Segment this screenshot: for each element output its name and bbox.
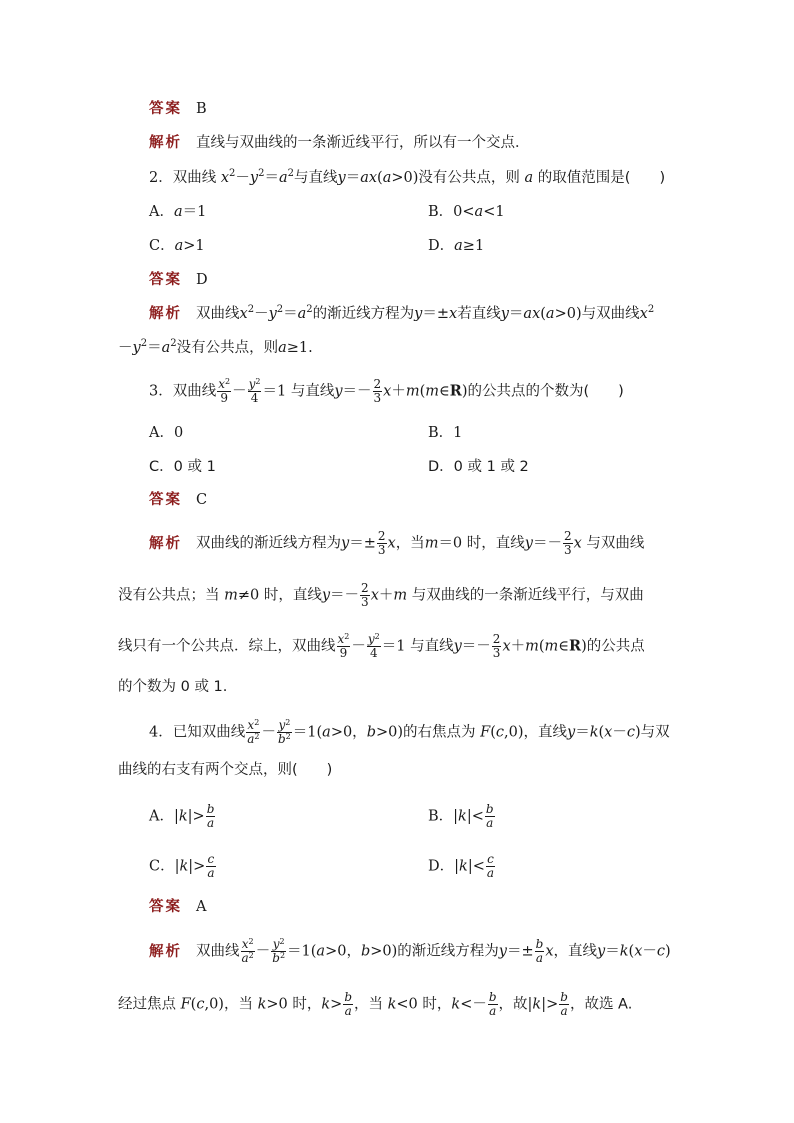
fraction: $\frac{y^2}{b^2}$	[272, 937, 286, 965]
q3-analysis-text: 与直线	[410, 638, 454, 655]
q4-option-a[interactable]: A．|k|> $\frac{b}{a}$	[149, 802, 215, 830]
q4-option-c[interactable]: C．|k|> $\frac{c}{a}$	[149, 852, 215, 880]
q3-option-b[interactable]: B．1	[428, 425, 463, 441]
q2-option-b[interactable]: B．0<a<1	[428, 204, 505, 220]
q4-stem-text: 与双	[640, 724, 670, 741]
q3-analysis-row4	[118, 677, 227, 697]
q4-analysis-text: 时，	[292, 996, 322, 1013]
option-letter: B．0<	[428, 204, 475, 220]
analysis-label: 解析	[149, 306, 182, 322]
fraction: $\frac{2}{3}$	[492, 632, 501, 660]
option-text: <1	[483, 204, 505, 220]
q2-stem-text: 没有公共点，则	[418, 170, 520, 186]
q4-option-b[interactable]: B．|k|< $\frac{b}{a}$	[428, 802, 494, 830]
answer-label: 答案	[149, 492, 182, 508]
fraction: $\frac{2}{3}$	[361, 581, 369, 609]
analysis-label: 解析	[149, 535, 182, 552]
option-text: ≥1	[462, 238, 485, 254]
q4-stem-text: 曲线的右支有两个交点，则( )	[118, 762, 333, 778]
option-text: C．0 或 1	[149, 459, 216, 475]
q2-analysis-text: 的渐近线方程为	[312, 306, 415, 322]
q4-analysis-row2: 经过焦点 F(c,0)，当 k>0 时，k> $\frac{b}{a}$ ，当 k<0 时，k<－ $\frac{b}{a}$ ，故|k|> $\frac{b}{a}$ ，故选 A.	[118, 990, 633, 1018]
q1-analysis-text: 直线与双曲线的一条渐近线平行，所以有一个交点．	[196, 135, 530, 151]
answer-label: 答案	[149, 101, 182, 117]
q3-analysis-row2: 没有公共点；当 m≠0 时，直线y＝－ $\frac{2}{3}$ x＋m 与双曲线的一条渐近线平行，与双曲	[118, 581, 644, 609]
q1-answer-value: B	[196, 101, 207, 117]
fraction: $\frac{b}{a}$	[206, 802, 215, 830]
option-letter: C．	[149, 858, 175, 875]
q3-answer-value: C	[196, 492, 208, 508]
q4-option-d[interactable]: D．|k|< $\frac{c}{a}$	[428, 852, 495, 880]
q3-analysis-text: 没有公共点；当	[118, 587, 220, 604]
q3-number: 3．	[149, 383, 173, 400]
fraction: $\frac{b}{a}$	[488, 990, 497, 1018]
q4-stem-row2	[118, 760, 332, 780]
fraction: $\frac{x^2}{a^2}$	[247, 718, 260, 746]
q1-analysis-row	[149, 133, 530, 153]
answer-label: 答案	[149, 899, 182, 915]
q4-analysis-text: ，故	[498, 996, 528, 1013]
q2-stem-text: 双曲线	[172, 170, 217, 186]
q3-stem-text: 与直线	[290, 383, 335, 400]
q3-analysis-text: 与双曲线	[586, 535, 645, 552]
fraction: $\frac{x^2}{9}$	[337, 632, 350, 660]
q2-analysis-text: 若直线	[457, 306, 501, 322]
q2-option-a[interactable]: A．a＝1	[149, 204, 207, 220]
fraction: $\frac{2}{3}$	[373, 377, 382, 405]
q3-analysis-text: ，当	[395, 535, 425, 552]
q3-option-d[interactable]	[428, 457, 529, 477]
q2-analysis-text: 双曲线	[196, 306, 240, 322]
q4-analysis-text: ，直线	[553, 943, 598, 960]
q3-analysis-text: 时，直线	[263, 587, 322, 604]
fraction: $\frac{x^2}{9}$	[218, 377, 231, 405]
q2-option-d[interactable]: D．a≥1	[428, 238, 485, 254]
q2-answer-row	[149, 270, 208, 290]
option-letter: A．	[149, 808, 174, 825]
option-text: >1	[183, 238, 205, 254]
fraction: $\frac{y^2}{b^2}$	[277, 718, 291, 746]
fraction: $\frac{b}{a}$	[560, 990, 568, 1018]
q4-answer-row	[149, 897, 206, 917]
q3-option-a[interactable]: A．0	[149, 425, 184, 441]
option-letter: B．	[428, 808, 454, 825]
q1-answer-row	[149, 99, 207, 119]
fraction: $\frac{b}{a}$	[344, 990, 352, 1018]
q3-analysis-row3: 线只有一个公共点．综上，双曲线 $\frac{x^2}{9}$ － $\frac{y^2}{4}$ ＝1 与直线y＝－ $\frac{2}{3}$ x＋m(m∈R)的公共点	[118, 632, 645, 660]
q2-stem-text: 与直线	[294, 170, 338, 186]
q2-analysis-text: 没有公共点，则	[176, 340, 279, 356]
q4-analysis-text: ，当	[223, 996, 253, 1013]
q3-analysis-text: 时，直线	[466, 535, 525, 552]
q2-answer-value: D	[196, 272, 208, 288]
q4-analysis-text: 的渐近线方程为	[397, 943, 499, 960]
q3-option-c[interactable]	[149, 457, 216, 477]
q4-stem: 4．已知双曲线 $\frac{x^2}{a^2}$ － $\frac{y^2}{b^2}$ ＝1(a>0，b>0)的右焦点为 F(c,0)，直线y＝k(x－c)与双	[149, 718, 670, 746]
q4-analysis-text: 双曲线	[196, 943, 240, 960]
q3-stem-text: 的公共点的个数为( )	[467, 383, 624, 400]
q3-analysis-text: 与双曲线的一条渐近线平行，与双曲	[411, 587, 644, 604]
option-letter: D．	[428, 238, 455, 254]
q4-stem-text: 的右焦点为	[403, 724, 476, 741]
fraction: $\frac{c}{a}$	[486, 852, 495, 880]
q2-analysis-row1: 解析 双曲线$x^2-y^2=a^2$的渐近线方程为y＝±x若直线y＝ax(a>0)与双曲线$x^2$	[149, 304, 655, 322]
fraction: $\frac{c}{a}$	[207, 852, 215, 880]
q4-analysis-text: ，当	[354, 996, 383, 1013]
q3-stem-text: 双曲线	[172, 383, 217, 400]
q2-analysis-row2: $-y^2=a^2$没有公共点，则a≥1.	[118, 338, 313, 356]
fraction: $\frac{2}{3}$	[377, 529, 386, 557]
q3-analysis-text: 的个数为 0 或 1.	[118, 679, 228, 695]
fraction: $\frac{y^2}{4}$	[367, 632, 380, 660]
fraction: $\frac{x^2}{a^2}$	[241, 937, 254, 965]
analysis-label: 解析	[149, 135, 182, 151]
q4-stem-text: 已知双曲线	[172, 724, 246, 741]
q3-stem: 3．双曲线 $\frac{x^2}{9}$ － $\frac{y^2}{4}$ ＝1 与直线y＝－ $\frac{2}{3}$ x＋m(m∈R)的公共点的个数为( )	[149, 377, 624, 405]
q3-answer-row	[149, 490, 207, 510]
q3-analysis-text: 的公共点	[586, 638, 645, 655]
q2-number: 2．	[149, 170, 173, 186]
fraction: $\frac{2}{3}$	[563, 529, 572, 557]
q2-stem: 2．双曲线 $x^2-y^2=a^2$与直线y＝ax(a>0)没有公共点，则 a 的取值范围是( )	[149, 168, 666, 186]
q4-stem-text: ，直线	[523, 724, 567, 741]
q2-option-c[interactable]: C．a>1	[149, 238, 205, 254]
answer-label: 答案	[149, 272, 182, 288]
q2-eq: $x^2-y^2=a^2$	[220, 168, 295, 186]
q3-analysis-text: 线只有一个公共点．综上，双曲线	[118, 638, 336, 655]
q4-analysis-row1: 解析 双曲线 $\frac{x^2}{a^2}$ － $\frac{y^2}{b^2}$ ＝1(a>0，b>0)的渐近线方程为y＝± $\frac{b}{a}$ x，直线y＝k(x－c)	[149, 937, 671, 965]
q4-analysis-text: ，故选 A.	[569, 996, 633, 1013]
option-letter: D．	[428, 858, 455, 875]
q2-analysis-text: 与双曲线	[581, 306, 640, 322]
q4-number: 4．	[149, 724, 173, 741]
q2-stem-text: 的取值范围是( )	[537, 170, 666, 186]
q3-analysis-row1: 解析 双曲线的渐近线方程为y＝± $\frac{2}{3}$ x，当m＝0 时，直线y＝－ $\frac{2}{3}$ x 与双曲线	[149, 529, 645, 557]
q4-answer-value: A	[196, 899, 207, 915]
q2-analysis-text: ≥1.	[286, 340, 313, 356]
analysis-label: 解析	[149, 943, 182, 960]
option-letter: C．	[149, 238, 175, 254]
q3-analysis-text: 双曲线的渐近线方程为	[196, 535, 341, 552]
fraction: $\frac{b}{a}$	[485, 802, 494, 830]
option-text: D．0 或 1 或 2	[428, 459, 529, 475]
q4-analysis-text: 经过焦点	[118, 996, 176, 1013]
q2-line-eq: y＝ax(a>0)	[337, 170, 419, 186]
q4-analysis-text: 时，	[422, 996, 452, 1013]
option-letter: A．	[149, 204, 174, 220]
fraction: $\frac{b}{a}$	[535, 937, 544, 965]
fraction: $\frac{y^2}{4}$	[248, 377, 261, 405]
